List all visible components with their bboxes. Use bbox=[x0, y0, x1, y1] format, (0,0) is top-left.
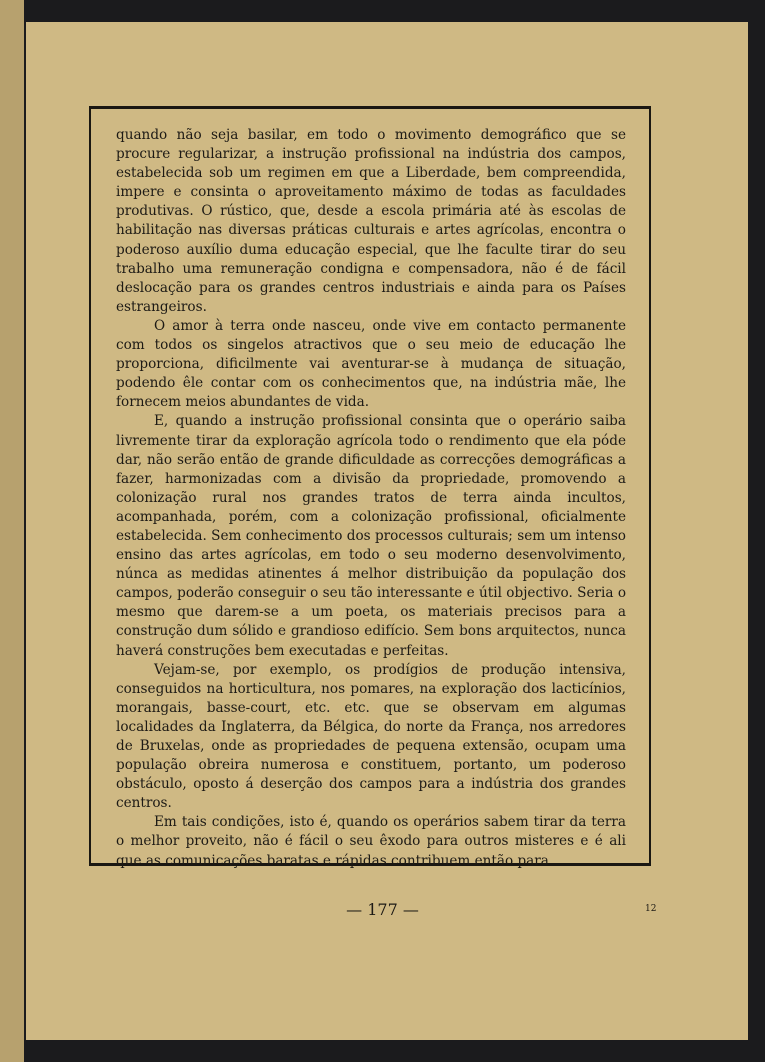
signature-mark: 12 bbox=[645, 904, 657, 914]
paragraph: quando não seja basilar, em todo o movimento demográfico que se procure regularizar, a instrução profissional na indústria dos campos, estabelecida sob um regimen em que a Liberdade, bem compreendida, impere e consinta o aproveitamento máximo de todas as faculdades produtivas. O rústico, que, desde a escola primária até às escolas de habilitação nas diversas práticas culturais e artes agrícolas, encontra o poderoso auxílio duma educação especial, que lhe faculte tirar do seu trabalho uma remuneração condigna e compensadora, não é de fácil deslocação para os grandes centros industriais e ainda para os Países estrangeiros. bbox=[116, 127, 626, 315]
body-text bbox=[116, 126, 626, 871]
paragraph: E, quando a instrução profissional consinta que o operário saiba livremente tirar da exploração agrícola todo o rendimento que ela póde dar, não serão então de grande dificuldade as correcções demográficas a fazer, harmonizadas com a divisão da propriedade, promovendo a colonização rural nos grandes tratos de terra ainda incultos, acompanhada, porém, com a colonização profissional, oficialmente estabelecida. Sem conhecimento dos processos culturais; sem um intenso ensino das artes agrícolas, em todo o seu moderno desenvolvimento, núnca as medidas atinentes á melhor distribuição da população dos campos, poderão conseguir o seu tão interessante e útil objectivo. Seria o mesmo que darem-se a um poeta, os materiais precisos para a construção dum sólido e grandioso edifício. Sem bons arquitectos, nunca haverá construções bem executadas e perfeitas. bbox=[116, 413, 626, 659]
paragraph: O amor à terra onde nasceu, onde vive em contacto permanente com todos os singelos atractivos que o seu meio de educação lhe proporciona, dificilmente vai aventurar-se à mudança de situação, podendo êle contar com os conhecimentos que, na indústria mãe, lhe fornecem meios abundantes de vida. bbox=[116, 317, 626, 411]
paragraph: Vejam-se, por exemplo, os prodígios de produção intensiva, conseguidos na horticultura, nos pomares, na exploração dos lacticínios, morangais, basse-court, etc. etc. que se observam em algumas localidades da Inglaterra, da Bélgica, do norte da França, nos arredores de Bruxelas, onde as propriedades de pequena extensão, ocupam uma população obreira numerosa e constituem, portanto, um poderoso obstáculo, oposto á deserção dos campos para a indústria dos grandes centros. bbox=[116, 661, 626, 812]
page-number: — 177 — bbox=[346, 900, 419, 919]
paragraph: Em tais condições, isto é, quando os operários sabem tirar da terra o melhor proveito, não é fácil o seu êxodo para outros misteres e é ali que as comunicações baratas e rápidas contribuem então para bbox=[116, 814, 626, 869]
